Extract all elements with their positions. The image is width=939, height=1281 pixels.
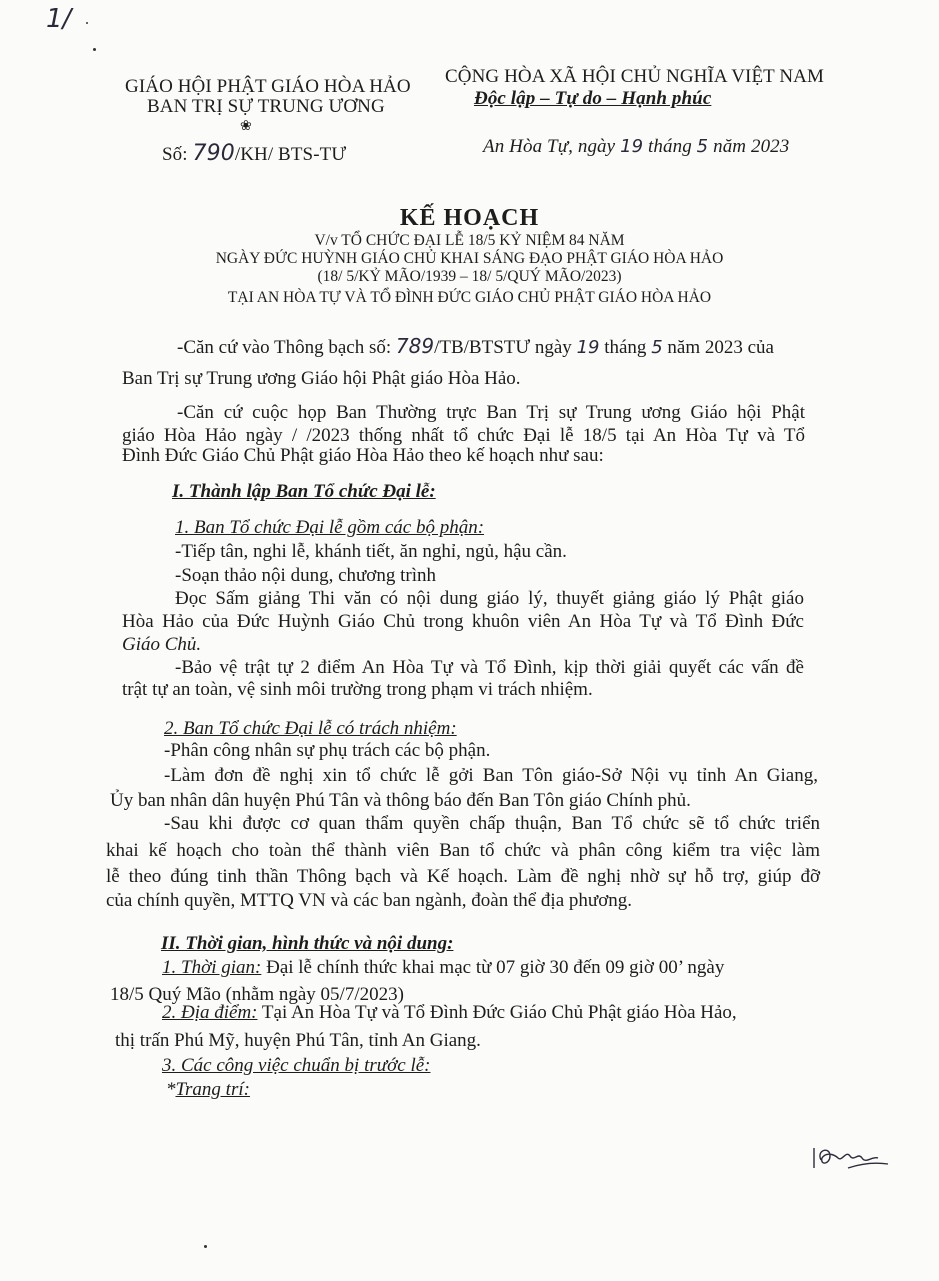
item-reading-line-3: Giáo Chủ. — [122, 634, 202, 655]
section-2-heading: II. Thời gian, hình thức và nội dung: — [161, 933, 454, 954]
subsection-1-1: 1. Ban Tổ chức Đại lễ gồm các bộ phận: — [175, 517, 485, 538]
basis-paragraph-1 — [177, 336, 774, 357]
title-line-1: V/v TỔ CHỨC ĐẠI LỄ 18/5 KỶ NIỆM 84 NĂM — [314, 232, 625, 249]
decoration-star: * — [166, 1079, 176, 1100]
location-line-2: thị trấn Phú Mỹ, huyện Phú Tân, tỉnh An Giang. — [115, 1030, 481, 1051]
duty-deploy-line-2: khai kế hoạch cho toàn thể thành viên Ban tổ chức và phân công kiểm tra việc làm — [106, 840, 820, 861]
date-mid: tháng — [648, 136, 692, 157]
document-title: KẾ HOẠCH — [399, 205, 540, 231]
document-number — [162, 141, 346, 166]
decoration-item — [166, 1080, 250, 1099]
national-motto: Độc lập – Tự do – Hạnh phúc — [474, 88, 712, 109]
circular-month-handwritten: 5 — [651, 337, 663, 358]
basis-paragraph-2: -Căn cứ cuộc họp Ban Thường trực Ban Trị sự Trung ương Giáo hội Phật — [177, 402, 805, 423]
item-reading-line-1: Đọc Sấm giảng Thi văn có nội dung giáo lý, thuyết giảng giáo lý Phật giáo — [175, 588, 804, 609]
paper-speck — [93, 48, 96, 51]
time-text: Đại lễ chính thức khai mạc từ 07 giờ 30 đến 09 giờ 00’ ngày — [261, 957, 725, 978]
preparation-text: 3. Các công việc chuẩn bị trước lễ: — [162, 1055, 431, 1076]
section-1-heading: I. Thành lập Ban Tổ chức Đại lễ: — [172, 481, 436, 502]
duty-assign: -Phân công nhân sự phụ trách các bộ phận. — [164, 740, 491, 761]
basis-1-month-word: tháng — [604, 337, 647, 358]
title-line-4: TẠI AN HÒA TỰ VÀ TỔ ĐÌNH ĐỨC GIÁO CHỦ PHẬT GIÁO HÒA HẢO — [227, 289, 712, 306]
title-line-2: NGÀY ĐỨC HUỲNH GIÁO CHỦ KHAI SÁNG ĐẠO PHẬT GIÁO HÒA HẢO — [215, 250, 724, 267]
date-day: 19 — [620, 136, 644, 157]
item-security-line-2: trật tự an toàn, vệ sinh môi trường trong phạm vi trách nhiệm. — [122, 679, 593, 700]
basis-paragraph-2-line-2: giáo Hòa Hảo ngày / /2023 thống nhất tổ chức Đại lễ 18/5 tại An Hòa Tự và Tổ — [122, 425, 805, 446]
initials-signature — [808, 1138, 892, 1174]
basis-1-mid: /TB/BTSTƯ ngày — [434, 337, 572, 358]
paper-speck — [86, 22, 88, 24]
time-label: 1. Thời gian: — [162, 957, 262, 978]
date-suffix: năm 2023 — [713, 136, 790, 157]
paper-speck — [204, 1245, 207, 1248]
decoration-label: Trang trí: — [175, 1079, 250, 1100]
duty-request-line-2: Ủy ban nhân dân huyện Phú Tân và thông báo đến Ban Tôn giáo Chính phủ. — [110, 790, 691, 811]
item-drafting: -Soạn thảo nội dung, chương trình — [175, 565, 436, 586]
subsection-1-2: 2. Ban Tổ chức Đại lễ có trách nhiệm: — [164, 718, 457, 739]
date-month: 5 — [696, 136, 709, 157]
country-name: CỘNG HÒA XÃ HỘI CHỦ NGHĨA VIỆT NAM — [445, 66, 825, 87]
basis-1-end: năm 2023 của — [667, 337, 774, 358]
location-label: 2. Địa điểm: — [162, 1002, 258, 1023]
basis-paragraph-1-cont: Ban Trị sự Trung ương Giáo hội Phật giáo Hòa Hảo. — [122, 368, 521, 389]
org-sub: BAN TRỊ SỰ TRUNG ƯƠNG — [147, 96, 385, 117]
circular-number-handwritten: 789 — [395, 334, 435, 358]
page-number-mark: 1/ — [46, 4, 72, 34]
location-text: Tại An Hòa Tự và Tổ Đình Đức Giáo Chủ Phật giáo Hòa Hảo, — [257, 1002, 737, 1023]
item-reception: -Tiếp tân, nghi lễ, khánh tiết, ăn nghỉ, ngủ, hậu cần. — [175, 541, 567, 562]
item-security-line-1: -Bảo vệ trật tự 2 điểm An Hòa Tự và Tổ Đình, kịp thời giải quyết các vấn đề — [175, 657, 804, 678]
title-line-3: (18/ 5/KỶ MÃO/1939 – 18/ 5/QUÝ MÃO/2023) — [317, 268, 622, 285]
location-line-1 — [162, 1003, 737, 1022]
number-suffix: /KH/ BTS-TƯ — [234, 144, 347, 165]
number-prefix: Số: — [162, 144, 188, 165]
org-name: GIÁO HỘI PHẬT GIÁO HÒA HẢO — [125, 76, 411, 97]
duty-deploy-line-3: lễ theo đúng tinh thần Thông bạch và Kế hoạch. Làm đề nghị nhờ sự hỗ trợ, giúp đỡ — [106, 866, 820, 887]
preparation-heading — [162, 1056, 430, 1075]
date-line — [483, 136, 789, 158]
duty-request-line-1: -Làm đơn đề nghị xin tổ chức lễ gởi Ban Tôn giáo-Sở Nội vụ tỉnh An Giang, — [164, 765, 818, 786]
circular-day-handwritten: 19 — [576, 337, 600, 358]
basis-paragraph-2-line-3: Đình Đức Giáo Chủ Phật giáo Hòa Hảo theo kế hoạch như sau: — [122, 445, 604, 466]
duty-deploy-line-4: của chính quyền, MTTQ VN và các ban ngành, đoàn thể địa phương. — [106, 890, 632, 911]
basis-1-prefix: -Căn cứ vào Thông bạch số: — [177, 337, 392, 358]
flower-ornament: ❀ — [240, 119, 252, 134]
date-prefix: An Hòa Tự, ngày — [483, 136, 616, 157]
duty-deploy-line-1: -Sau khi được cơ quan thẩm quyền chấp thuận, Ban Tổ chức sẽ tổ chức triển — [164, 813, 820, 834]
time-line-1 — [162, 958, 724, 977]
item-reading-line-2: Hòa Hảo của Đức Huỳnh Giáo Chủ trong khuôn viên An Hòa Tự và Tổ Đình Đức — [122, 611, 804, 632]
number-handwritten: 790 — [192, 141, 235, 166]
time-line-2: 18/5 Quý Mão (nhằm ngày 05/7/2023) — [110, 984, 404, 1005]
